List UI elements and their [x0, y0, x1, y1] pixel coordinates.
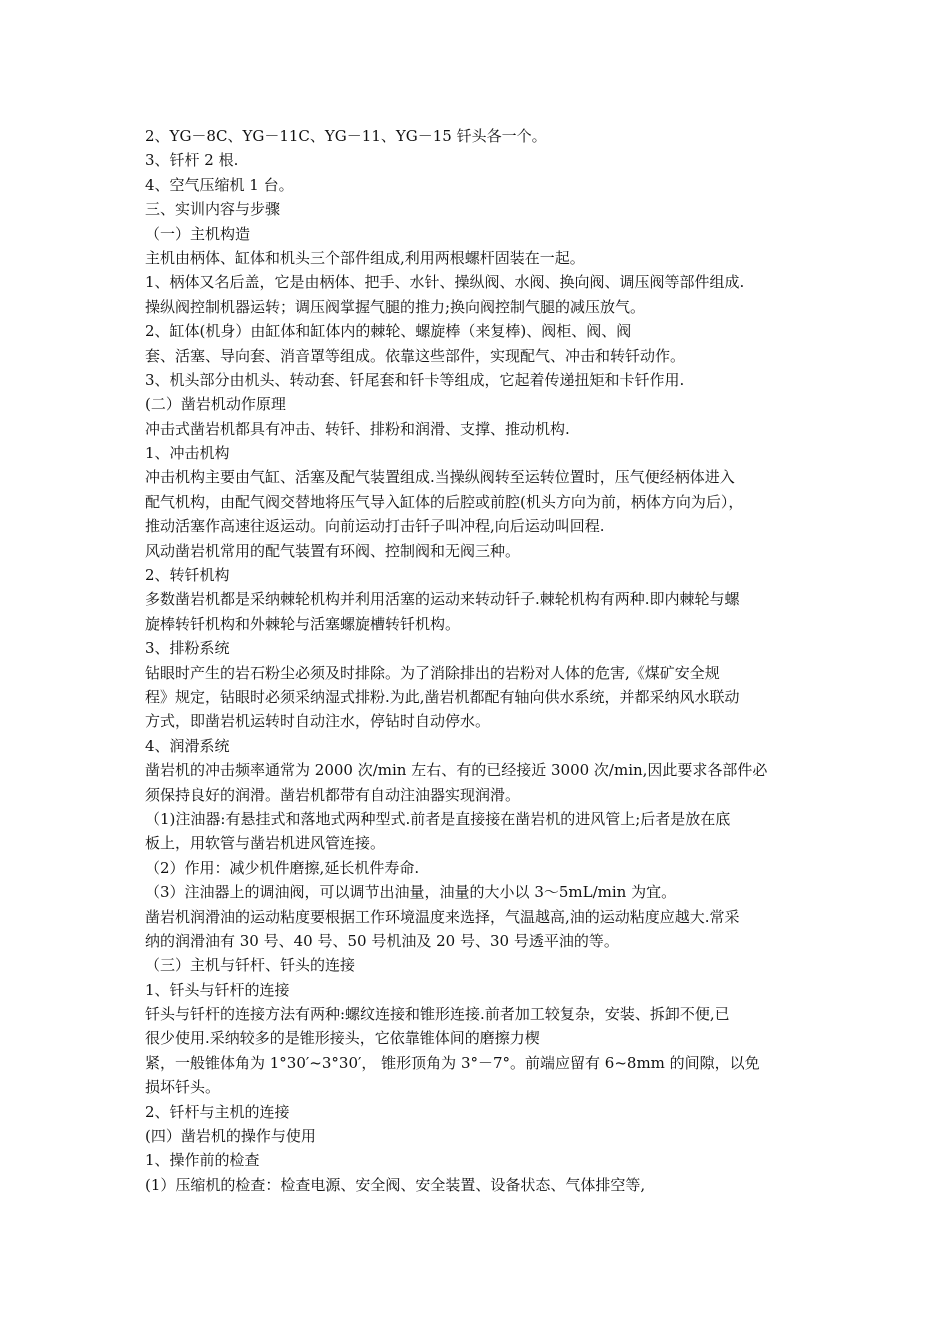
text-line: 2、YG－8C、YG－11C、YG－11、YG－15 钎头各一个。 [145, 127, 547, 145]
text-line: 3、机头部分由机头、转动套、钎尾套和钎卡等组成，它起着传递扭矩和卡钎作用. [145, 370, 685, 389]
text-line: 推动活塞作高速往返运动。向前运动打击钎子叫冲程,向后运动叫回程. [145, 517, 605, 536]
text-line: 4、空气压缩机 1 台。 [145, 175, 294, 194]
text-line: 钎头与钎杆的连接方法有两种:螺纹连接和锥形连接.前者加工较复杂，安装、拆卸不便,已 [145, 1005, 730, 1024]
text-line: 须保持良好的润滑。凿岩机都带有自动注油器实现润滑。 [145, 785, 521, 804]
text-line: 旋棒转钎机构和外棘轮与活塞螺旋槽转钎机构。 [145, 614, 461, 633]
item-heading: 1、冲击机构 [145, 444, 230, 463]
text-line: （3）注油器上的调油阀，可以调节出油量，油量的大小以 3～5mL/min 为宜。 [145, 883, 677, 902]
text-line: 程》规定，钻眼时必须采纳湿式排粉.为此,凿岩机都配有轴向供水系统，并都采纳风水联动 [145, 687, 740, 706]
item-heading: 1、钎头与钎杆的连接 [145, 980, 290, 999]
text-line: 多数凿岩机都是采纳棘轮机构并利用活塞的运动来转动钎子.棘轮机构有两种.即内棘轮与螺 [145, 590, 740, 609]
subsection-heading: （三）主机与钎杆、钎头的连接 [145, 956, 356, 975]
subsection-heading: (二）凿岩机动作原理 [145, 395, 286, 414]
subsection-heading: （一）主机构造 [145, 224, 251, 243]
item-heading: 1、操作前的检查 [145, 1151, 260, 1170]
text-line: 方式，即凿岩机运转时自动注水，停钻时自动停水。 [145, 712, 491, 731]
text-line: 板上，用软管与凿岩机进风管连接。 [145, 834, 386, 853]
text-line: 配气机构，由配气阀交替地将压气导入缸体的后腔或前腔(机头方向为前，柄体方向为后）， [145, 492, 744, 511]
text-line: 操纵阀控制机器运转；调压阀掌握气腿的推力;换向阀控制气腿的减压放气。 [145, 297, 646, 316]
text-line: 紧，一般锥体角为 1°30′~3°30′， 锥形顶角为 3°－7°。前端应留有 6~8mm 的间隙，以免 [145, 1053, 760, 1072]
text-line: （2）作用：减少机件磨擦,延长机件寿命. [145, 858, 420, 877]
text-line: 主机由柄体、缸体和机头三个部件组成,利用两根螺杆固装在一起。 [145, 248, 585, 267]
section-heading: 三、实训内容与步骤 [145, 200, 281, 219]
text-line: 损坏钎头。 [145, 1078, 221, 1097]
text-line: 冲击机构主要由气缸、活塞及配气装置组成.当操纵阀转至运转位置时，压气便经柄体进入 [145, 468, 735, 487]
text-line: 冲击式凿岩机都具有冲击、转钎、排粉和润滑、支撑、推动机构. [145, 419, 570, 438]
text-line: 钻眼时产生的岩石粉尘必须及时排除。为了消除排出的岩粉对人体的危害,《煤矿安全规 [145, 663, 720, 682]
text-line: 3、钎杆 2 根. [145, 151, 239, 170]
text-line: 套、活塞、导向套、消音罩等组成。依靠这些部件，实现配气、冲击和转钎动作。 [145, 346, 686, 365]
text-line: 风动凿岩机常用的配气装置有环阀、控制阀和无阀三种。 [145, 541, 521, 560]
item-heading: 3、排粉系统 [145, 639, 230, 658]
text-line: （1)注油器:有悬挂式和落地式两种型式.前者是直接接在凿岩机的进风管上;后者是放在底 [145, 809, 731, 828]
text-line: (1）压缩机的检查：检查电源、安全阀、安全装置、设备状态、气体排空等, [145, 1175, 646, 1194]
text-line: 1、柄体又名后盖，它是由柄体、把手、水针、操纵阀、水阀、换向阀、调压阀等部件组成. [145, 273, 745, 292]
text-line: 很少使用.采纳较多的是锥形接头，它依靠锥体间的磨擦力楔 [145, 1029, 540, 1048]
subsection-heading: (四）凿岩机的操作与使用 [145, 1127, 316, 1146]
item-heading: 2、钎杆与主机的连接 [145, 1102, 290, 1121]
text-line: 凿岩机润滑油的运动粘度要根据工作环境温度来选择，气温越高,油的运动粘度应越大.常采 [145, 907, 740, 926]
item-heading: 4、润滑系统 [145, 736, 230, 755]
text-line: 纳的润滑油有 30 号、40 号、50 号机油及 20 号、30 号透平油的等。 [145, 931, 619, 950]
document-page [145, 124, 825, 1197]
text-line: 凿岩机的冲击频率通常为 2000 次/min 左右、有的已经接近 3000 次/min,因此要求各部件必 [145, 761, 768, 780]
text-line: 2、缸体(机身）由缸体和缸体内的棘轮、螺旋棒（来复棒)、阀柜、阀、阀 [145, 322, 632, 341]
item-heading: 2、转钎机构 [145, 566, 230, 585]
